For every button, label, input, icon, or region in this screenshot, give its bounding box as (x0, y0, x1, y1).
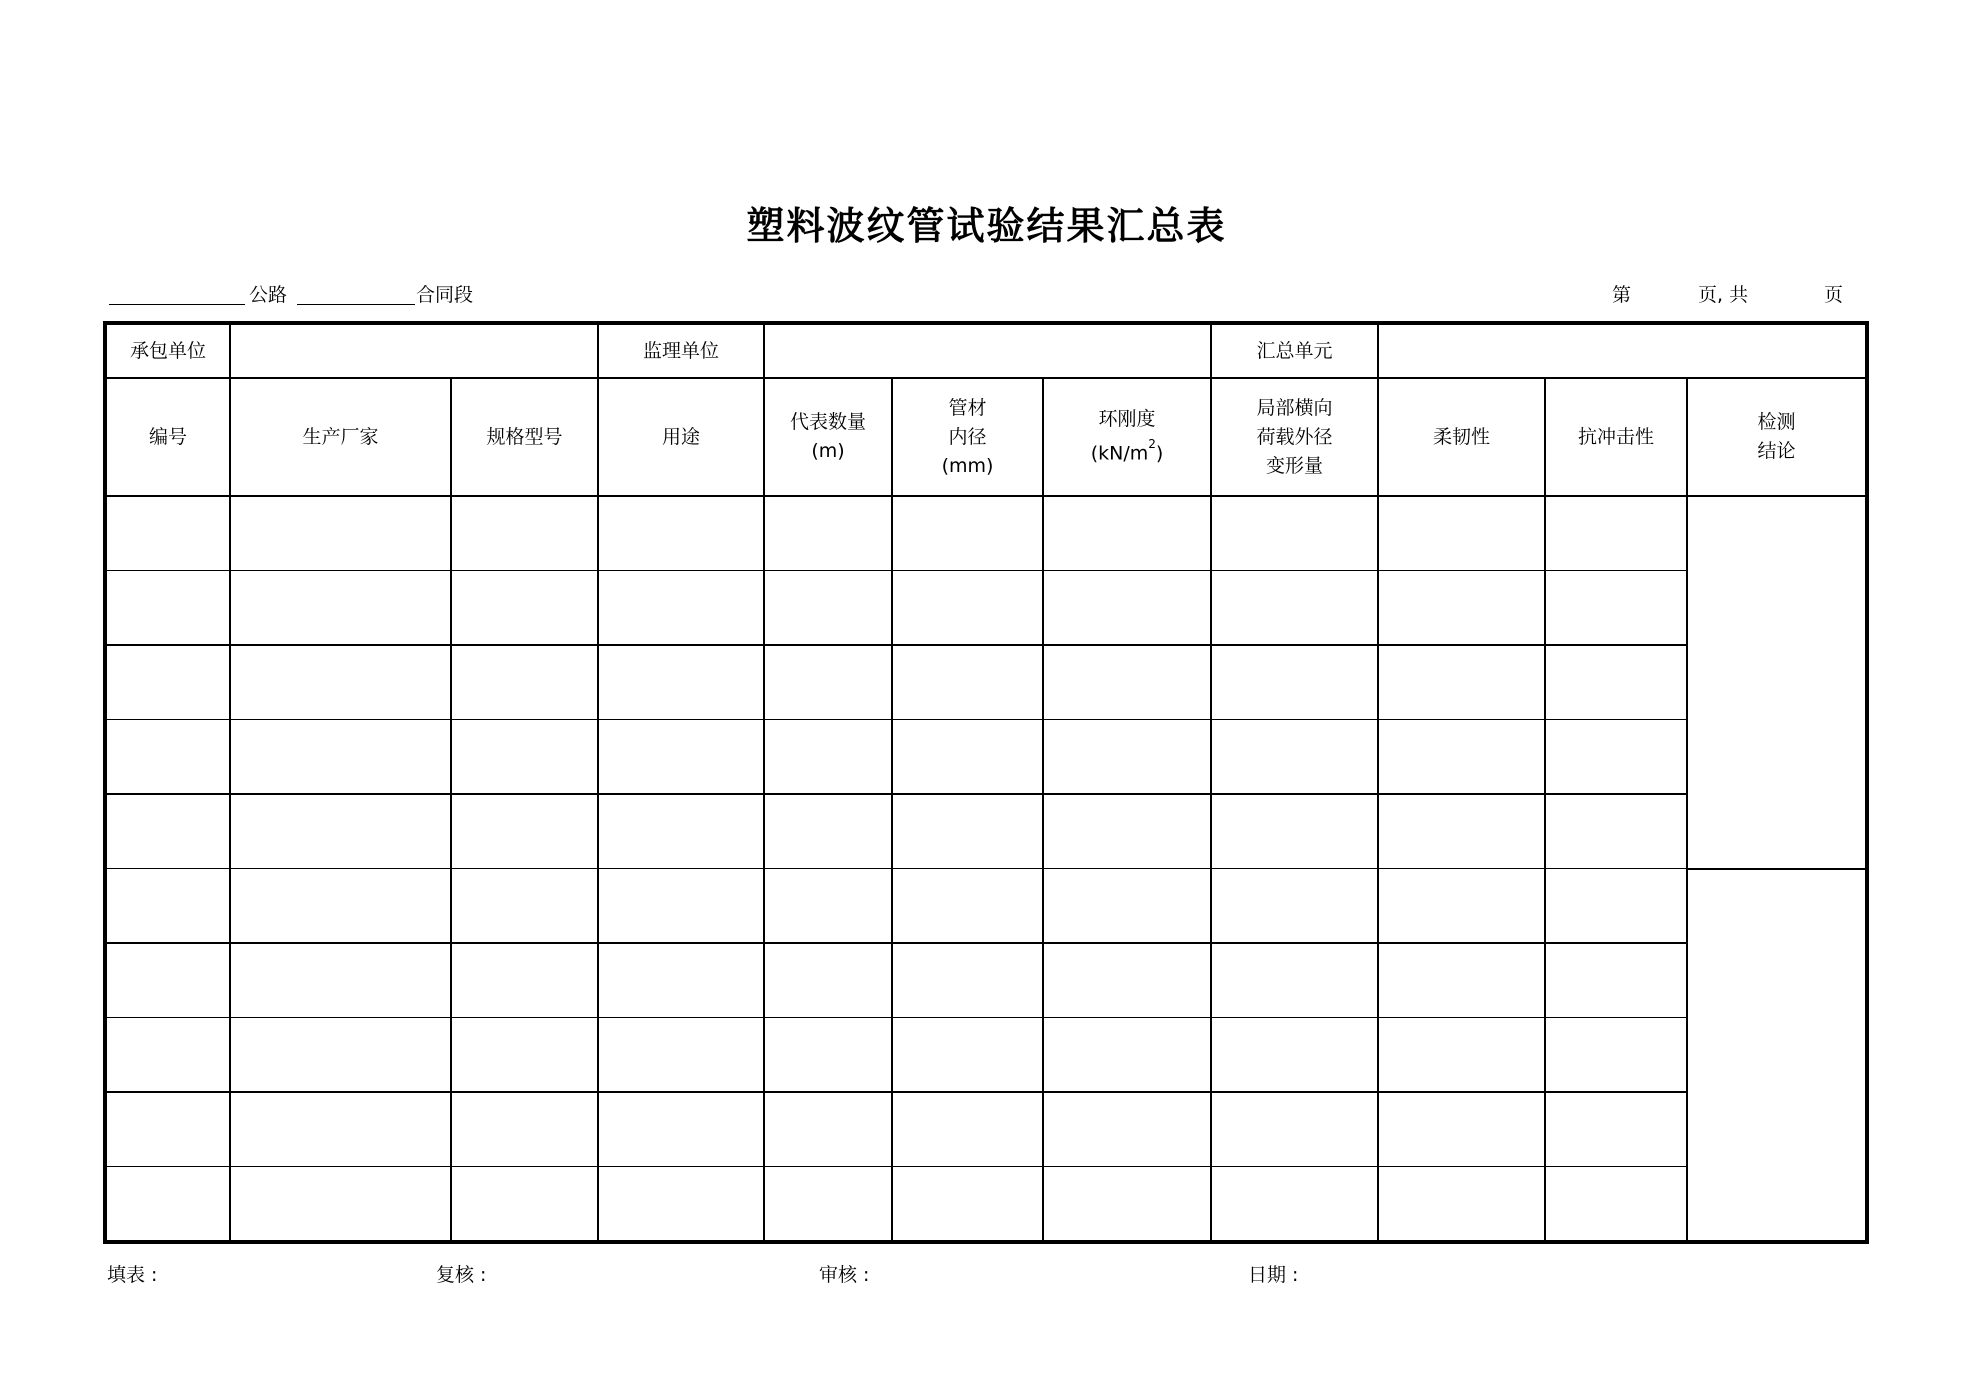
table-cell[interactable] (1545, 794, 1687, 869)
col-header-quantity (764, 378, 892, 496)
table-cell[interactable] (230, 571, 451, 646)
table-cell[interactable] (598, 794, 764, 869)
table-cell[interactable] (1043, 794, 1211, 869)
table-cell[interactable] (105, 1018, 230, 1093)
road-name-field[interactable] (109, 304, 245, 305)
col-header-deformation-line3: 变形量 (1266, 454, 1324, 477)
table-cell[interactable] (105, 943, 230, 1018)
col-header-inner-diameter-line3: (mm) (941, 454, 994, 477)
col-header-deformation-line2: 荷载外径 (1256, 425, 1333, 448)
table-row (105, 1167, 1867, 1243)
col-header-usage: 用途 (598, 378, 764, 496)
table-cell[interactable] (451, 1092, 598, 1167)
info-row (105, 323, 1867, 378)
table-cell[interactable] (598, 496, 764, 571)
ring-stiffness-exponent: 2 (1148, 437, 1156, 452)
table-cell[interactable] (1043, 1018, 1211, 1093)
col-header-ring-stiffness (1043, 378, 1211, 496)
table-cell[interactable] (598, 645, 764, 720)
table-cell[interactable] (230, 1092, 451, 1167)
page-mid: 页, 共 (1698, 284, 1749, 306)
table-cell[interactable] (1043, 720, 1211, 795)
audit-label: 审核 : (819, 1264, 870, 1286)
table-cell[interactable] (1378, 943, 1545, 1018)
contractor-value[interactable] (230, 323, 598, 378)
table-cell[interactable] (892, 720, 1043, 795)
table-cell[interactable] (764, 1018, 892, 1093)
conclusion-cell[interactable] (1687, 496, 1867, 869)
table-cell[interactable] (1378, 496, 1545, 571)
table-cell[interactable] (1378, 571, 1545, 646)
column-header-row (105, 378, 1867, 496)
col-header-spec: 规格型号 (451, 378, 598, 496)
table-row (105, 571, 1867, 646)
table-cell[interactable] (764, 720, 892, 795)
table-cell[interactable] (892, 869, 1043, 944)
table-row (105, 943, 1867, 1018)
table-cell[interactable] (105, 1167, 230, 1243)
col-header-inner-diameter (892, 378, 1043, 496)
table-cell[interactable] (892, 496, 1043, 571)
table-cell[interactable] (230, 943, 451, 1018)
table-cell[interactable] (451, 943, 598, 1018)
table-cell[interactable] (105, 1092, 230, 1167)
table-cell[interactable] (1211, 1167, 1378, 1243)
table-row (105, 869, 1867, 944)
table-cell[interactable] (1545, 1167, 1687, 1243)
table-cell[interactable] (1043, 571, 1211, 646)
table-row (105, 794, 1867, 869)
ring-stiffness-unit: (kN/m (1090, 442, 1149, 465)
table-cell[interactable] (1211, 943, 1378, 1018)
contract-label: 合同段 (416, 284, 474, 306)
table-cell[interactable] (598, 720, 764, 795)
table-cell[interactable] (764, 645, 892, 720)
table-cell[interactable] (451, 869, 598, 944)
table-cell[interactable] (892, 1018, 1043, 1093)
table-cell[interactable] (451, 645, 598, 720)
table-cell[interactable] (1211, 571, 1378, 646)
col-header-conclusion-line2: 结论 (1757, 440, 1796, 462)
page-prefix: 第 (1612, 284, 1632, 306)
supervisor-label: 监理单位 (598, 323, 764, 378)
table-cell[interactable] (1211, 1018, 1378, 1093)
table-cell[interactable] (598, 943, 764, 1018)
table-cell[interactable] (1211, 1092, 1378, 1167)
summary-unit-value[interactable] (1378, 323, 1867, 378)
col-header-impact-resistance: 抗冲击性 (1545, 378, 1687, 496)
supervisor-value[interactable] (764, 323, 1211, 378)
table-cell[interactable] (1211, 869, 1378, 944)
table-cell[interactable] (1378, 1018, 1545, 1093)
contract-section-field[interactable] (297, 304, 415, 305)
table-cell[interactable] (105, 869, 230, 944)
table-cell[interactable] (892, 1167, 1043, 1243)
table-cell[interactable] (105, 720, 230, 795)
table-cell[interactable] (451, 1018, 598, 1093)
table-cell[interactable] (764, 869, 892, 944)
col-header-conclusion (1687, 378, 1867, 496)
table-cell[interactable] (1043, 645, 1211, 720)
table-cell[interactable] (1043, 869, 1211, 944)
table-cell[interactable] (1545, 869, 1687, 944)
col-header-flexibility: 柔韧性 (1378, 378, 1545, 496)
table-cell[interactable] (1378, 869, 1545, 944)
col-header-deformation (1211, 378, 1378, 496)
road-label: 公路 (249, 284, 288, 306)
table-cell[interactable] (1043, 1092, 1211, 1167)
table-cell[interactable] (230, 1167, 451, 1243)
table-cell[interactable] (451, 794, 598, 869)
col-header-deformation-line1: 局部横向 (1256, 396, 1333, 419)
table-cell[interactable] (892, 571, 1043, 646)
review-label: 复核 : (436, 1264, 487, 1286)
table-cell[interactable] (892, 645, 1043, 720)
table-cell[interactable] (1545, 1092, 1687, 1167)
table-cell[interactable] (230, 645, 451, 720)
table-cell[interactable] (1211, 496, 1378, 571)
table-cell[interactable] (1378, 720, 1545, 795)
table-cell[interactable] (105, 496, 230, 571)
table-cell[interactable] (598, 869, 764, 944)
col-header-conclusion-line1: 检测 (1757, 411, 1796, 433)
table-cell[interactable] (105, 794, 230, 869)
table-cell[interactable] (892, 1092, 1043, 1167)
table-cell[interactable] (1211, 720, 1378, 795)
col-header-quantity-line1: 代表数量 (789, 411, 866, 433)
table-cell[interactable] (598, 571, 764, 646)
table-cell[interactable] (764, 1092, 892, 1167)
table-cell[interactable] (1211, 645, 1378, 720)
table-cell[interactable] (892, 794, 1043, 869)
table-cell[interactable] (230, 794, 451, 869)
table-cell[interactable] (598, 1092, 764, 1167)
ring-stiffness-unit-close: ) (1155, 442, 1164, 465)
contractor-label: 承包单位 (105, 323, 230, 378)
table-cell[interactable] (1043, 496, 1211, 571)
table-row (105, 1092, 1867, 1167)
col-header-manufacturer: 生产厂家 (230, 378, 451, 496)
col-header-ring-stiffness-line1: 环刚度 (1098, 408, 1156, 431)
table-cell[interactable] (598, 1167, 764, 1243)
table-cell[interactable] (1378, 794, 1545, 869)
table-cell[interactable] (598, 1018, 764, 1093)
table-cell[interactable] (764, 943, 892, 1018)
table-row (105, 645, 1867, 720)
table-cell[interactable] (1211, 794, 1378, 869)
table-cell[interactable] (1378, 1092, 1545, 1167)
table-cell[interactable] (1378, 1167, 1545, 1243)
col-header-inner-diameter-line2: 内径 (948, 425, 987, 448)
date-label: 日期 : (1248, 1264, 1299, 1286)
table-cell[interactable] (892, 943, 1043, 1018)
col-header-ring-stiffness-line2 (1044, 434, 1210, 468)
form-title: 塑料波纹管试验结果汇总表 (746, 204, 1227, 248)
table-cell[interactable] (105, 645, 230, 720)
table-cell[interactable] (1378, 645, 1545, 720)
table-cell[interactable] (764, 794, 892, 869)
table-cell[interactable] (764, 496, 892, 571)
col-header-inner-diameter-line1: 管材 (948, 396, 987, 419)
table-cell[interactable] (764, 1167, 892, 1243)
table-cell[interactable] (1545, 943, 1687, 1018)
table-cell[interactable] (105, 571, 230, 646)
table-cell[interactable] (1545, 496, 1687, 571)
page-suffix: 页 (1824, 284, 1844, 306)
table-cell[interactable] (451, 720, 598, 795)
summary-unit-label: 汇总单元 (1211, 323, 1378, 378)
table-cell[interactable] (1043, 1167, 1211, 1243)
table-cell[interactable] (451, 496, 598, 571)
table-cell[interactable] (764, 571, 892, 646)
table-cell[interactable] (1545, 645, 1687, 720)
header-line (107, 276, 1864, 306)
col-header-quantity-line2: (m) (811, 440, 845, 462)
table-cell[interactable] (451, 1167, 598, 1243)
conclusion-cell[interactable] (1687, 869, 1867, 1243)
table-cell[interactable] (1545, 571, 1687, 646)
table-cell[interactable] (230, 869, 451, 944)
table-cell[interactable] (451, 571, 598, 646)
table-cell[interactable] (1545, 1018, 1687, 1093)
table-cell[interactable] (1043, 943, 1211, 1018)
col-header-id: 编号 (105, 378, 230, 496)
fill-label: 填表 : (107, 1264, 158, 1286)
table-row (105, 496, 1867, 571)
table-row (105, 1018, 1867, 1093)
signature-line (0, 1260, 1973, 1290)
table-cell[interactable] (230, 720, 451, 795)
results-table (103, 321, 1869, 1244)
table-cell[interactable] (1545, 720, 1687, 795)
table-cell[interactable] (230, 496, 451, 571)
table-cell[interactable] (230, 1018, 451, 1093)
table-row (105, 720, 1867, 795)
